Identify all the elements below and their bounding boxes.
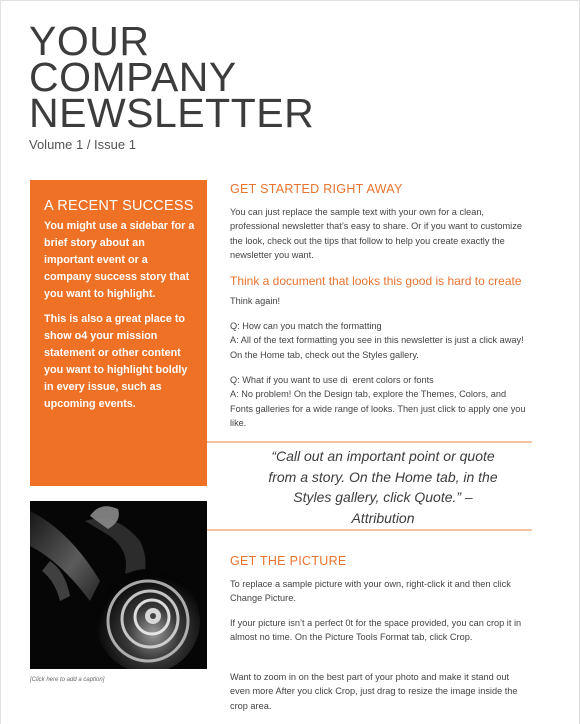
- think-paragraph-2: Q: How can you match the formatting A: All of the text formatting you see in this newsletter is just a click away! On the Home tab, check out the Styles gallery.: [230, 321, 524, 360]
- quote-rule-bottom: [207, 529, 532, 531]
- picture-paragraph-3: Want to zoom in on the best part of your photo and make it stand out even more After you click Crop, just drag to resize the image inside the crop area.: [230, 672, 518, 711]
- sidebar-box: [30, 180, 207, 486]
- quote-rule-top: [207, 441, 532, 443]
- heading-get-started: GET STARTED RIGHT AWAY: [230, 182, 403, 196]
- violin-scroll-image: [30, 501, 207, 669]
- photo-caption[interactable]: [Click here to add a caption]: [30, 677, 105, 683]
- volume-issue: Volume 1 / Issue 1: [29, 137, 136, 152]
- violin-scroll-photo[interactable]: [30, 501, 207, 669]
- heading-get-picture: GET THE PICTURE: [230, 554, 347, 568]
- picture-paragraph-1: To replace a sample picture with your own, right-click it and then click Change Picture.: [230, 579, 511, 604]
- newsletter-title: [29, 18, 315, 136]
- think-paragraph-3: Q: What if you want to use di erent colors or fonts A: No problem! On the Design tab, explore the Themes, Colors, and Fonts galleries for a wide range of looks. Then just click to apply one you like.: [230, 375, 526, 428]
- think-paragraph-1: Think again!: [230, 296, 281, 306]
- pull-quote: “Call out an important point or quote from a story. On the Home tab, in the Styles gallery, click Quote.” – Attribution: [268, 448, 498, 526]
- picture-paragraph-2: If your picture isn’t a perfect 0t for the space provided, you can crop it in almost no time. On the Picture Tools Format tab, click Crop.: [230, 618, 522, 643]
- heading-think: Think a document that looks this good is hard to create: [230, 274, 522, 288]
- sidebar-heading: A RECENT SUCCESS: [44, 198, 194, 214]
- get-started-body: You can just replace the sample text with your own for a clean, professional newsletter that’s easy to share. Or if you want to customize the look, check out the tips that follow to help you create exactly the newsletter you want.: [230, 207, 522, 260]
- title-line-3: NEWSLETTER: [29, 90, 315, 136]
- title-line-2: COMPANY: [29, 54, 237, 100]
- title-line-1: YOUR: [29, 18, 150, 64]
- sidebar-paragraph-1: You might use a sidebar for a brief story about an important event or a company success story that you want to highlight.: [44, 220, 195, 300]
- sidebar-paragraph-2: This is also a great place to show o4 your mission statement or other content you want to highlight boldly in every issue, such as upcoming events.: [44, 313, 188, 410]
